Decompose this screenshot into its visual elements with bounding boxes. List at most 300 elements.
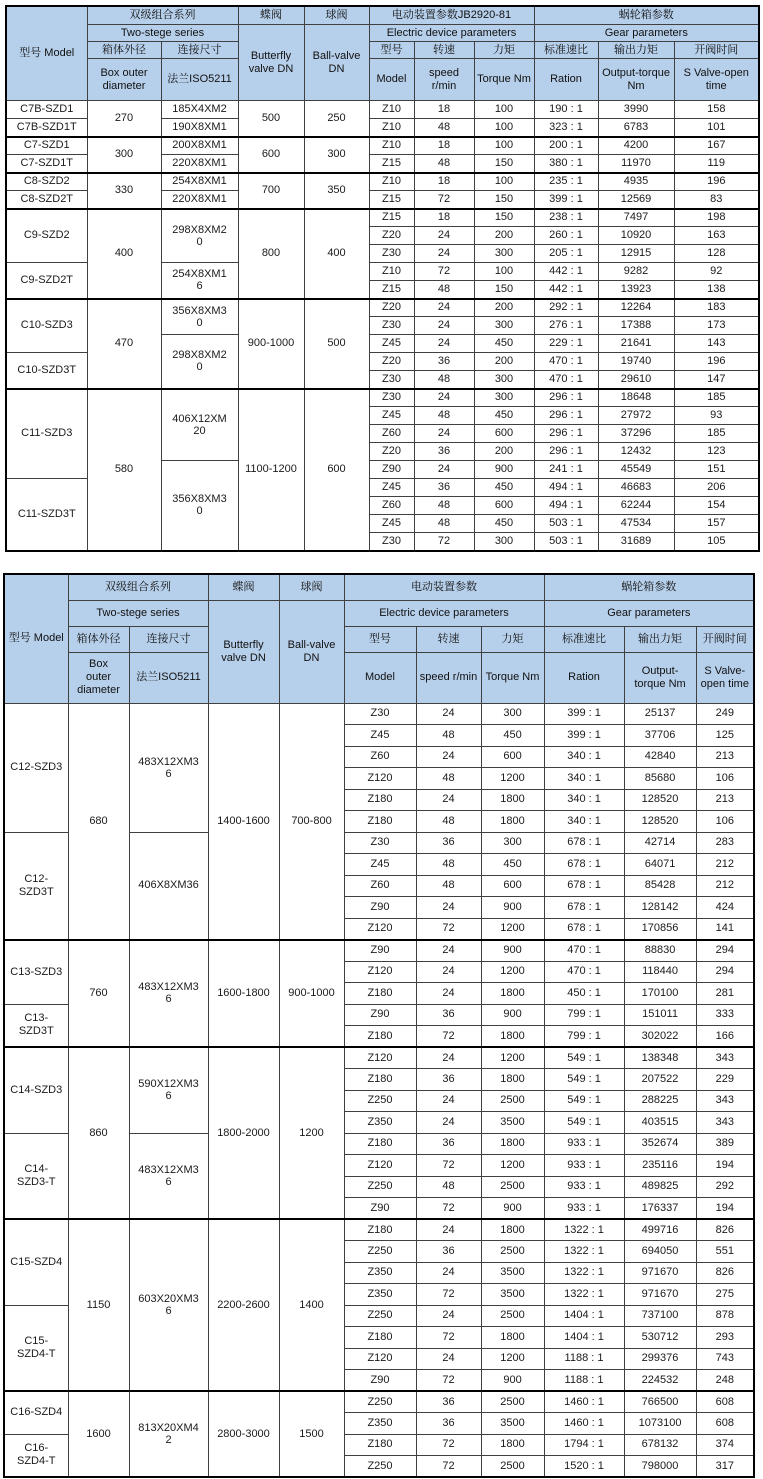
speed-cell: 36 [416,832,481,854]
header-speed-cn: 转速 [414,42,474,59]
motor-model-cell: Z60 [344,875,416,897]
open-time-cell: 157 [674,515,759,533]
output-torque-cell: 21641 [598,335,674,353]
open-time-cell: 185 [674,389,759,407]
output-torque-cell: 13923 [598,281,674,299]
ball-dn-cell: 1400 [279,1219,344,1391]
box-diameter-cell: 580 [87,389,161,551]
output-torque-cell: 7497 [598,209,674,227]
output-torque-cell: 224532 [624,1370,696,1392]
open-time-cell: 343 [696,1047,754,1069]
motor-model-cell: Z120 [344,768,416,790]
open-time-cell: 123 [674,443,759,461]
speed-cell: 72 [414,533,474,551]
speed-cell: 24 [416,1348,481,1370]
speed-cell: 48 [416,1176,481,1198]
ball-dn-cell: 1500 [279,1391,344,1477]
output-torque-cell: 37706 [624,725,696,747]
output-torque-cell: 9282 [598,263,674,281]
header-electric-en: Electric device parameters [344,600,544,626]
motor-model-cell: Z30 [369,245,414,263]
ratio-cell: 1322 : 1 [544,1219,624,1241]
motor-model-cell: Z180 [344,1133,416,1155]
flange-cell: 220X8XM1 [161,191,238,209]
motor-model-cell: Z120 [344,918,416,940]
speed-cell: 24 [414,461,474,479]
header-output-en: Output-torque Nm [598,59,674,101]
torque-cell: 2500 [481,1305,544,1327]
ratio-cell: 296 : 1 [534,425,598,443]
motor-model-cell: Z30 [344,703,416,725]
speed-cell: 48 [416,811,481,833]
open-time-cell: 106 [696,768,754,790]
open-time-cell: 292 [696,1176,754,1198]
motor-model-cell: Z120 [344,961,416,983]
torque-cell: 1200 [481,1047,544,1069]
output-torque-cell: 12264 [598,299,674,317]
output-torque-cell: 235116 [624,1155,696,1177]
motor-model-cell: Z45 [369,479,414,497]
output-torque-cell: 4935 [598,173,674,191]
speed-cell: 48 [414,155,474,173]
torque-cell: 600 [474,425,534,443]
box-diameter-cell: 860 [68,1047,129,1219]
torque-cell: 2500 [481,1456,544,1478]
speed-cell: 36 [416,1004,481,1026]
motor-model-cell: Z20 [369,443,414,461]
motor-model-cell: Z20 [369,299,414,317]
output-torque-cell: 352674 [624,1133,696,1155]
butterfly-dn-cell: 2200-2600 [208,1219,279,1391]
speed-cell: 48 [414,515,474,533]
open-time-cell: 163 [674,227,759,245]
motor-model-cell: Z90 [344,1370,416,1392]
speed-cell: 18 [414,209,474,227]
output-torque-cell: 88830 [624,940,696,962]
speed-cell: 24 [416,746,481,768]
speed-cell: 72 [416,1327,481,1349]
box-diameter-cell: 1600 [68,1391,129,1477]
torque-cell: 300 [481,832,544,854]
ratio-cell: 241 : 1 [534,461,598,479]
speed-cell: 48 [414,497,474,515]
open-time-cell: 183 [674,299,759,317]
open-time-cell: 213 [696,746,754,768]
open-time-cell: 141 [696,918,754,940]
motor-model-cell: Z180 [344,983,416,1005]
header-zmodel-cn: 型号 [344,626,416,652]
ball-dn-cell: 900-1000 [279,940,344,1048]
spec-table-lower [3,573,755,1479]
speed-cell: 24 [416,703,481,725]
butterfly-dn-cell: 1400-1600 [208,703,279,940]
ratio-cell: 1404 : 1 [544,1305,624,1327]
ratio-cell: 399 : 1 [544,725,624,747]
output-torque-cell: 46683 [598,479,674,497]
torque-cell: 900 [481,1370,544,1392]
ratio-cell: 494 : 1 [534,479,598,497]
motor-model-cell: Z15 [369,191,414,209]
motor-model-cell: Z120 [344,1047,416,1069]
open-time-cell: 83 [674,191,759,209]
torque-cell: 300 [474,533,534,551]
open-time-cell: 249 [696,703,754,725]
ratio-cell: 380 : 1 [534,155,598,173]
output-torque-cell: 85680 [624,768,696,790]
speed-cell: 24 [414,389,474,407]
model-cell: C15-SZD4 [4,1219,68,1305]
speed-cell: 72 [416,1198,481,1220]
ratio-cell: 1188 : 1 [544,1348,624,1370]
box-diameter-cell: 470 [87,299,161,389]
motor-model-cell: Z30 [369,371,414,389]
torque-cell: 1800 [481,1069,544,1091]
table-row [4,703,754,725]
output-torque-cell: 118440 [624,961,696,983]
output-torque-cell: 37296 [598,425,674,443]
output-torque-cell: 151011 [624,1004,696,1026]
ratio-cell: 340 : 1 [544,768,624,790]
open-time-cell: 101 [674,119,759,137]
torque-cell: 900 [474,461,534,479]
ratio-cell: 190 : 1 [534,101,598,119]
flange-cell: 813X20XM42 [129,1391,208,1477]
output-torque-cell: 12432 [598,443,674,461]
ratio-cell: 399 : 1 [534,191,598,209]
torque-cell: 450 [474,515,534,533]
ratio-cell: 1520 : 1 [544,1456,624,1478]
ratio-cell: 1322 : 1 [544,1262,624,1284]
motor-model-cell: Z30 [369,317,414,335]
butterfly-dn-cell: 1600-1800 [208,940,279,1048]
flange-cell: 220X8XM1 [161,155,238,173]
flange-cell: 356X8XM30 [161,461,238,551]
header-output-cn: 输出力矩 [598,42,674,59]
open-time-cell: 93 [674,407,759,425]
output-torque-cell: 694050 [624,1241,696,1263]
torque-cell: 3500 [481,1284,544,1306]
motor-model-cell: Z180 [344,1069,416,1091]
model-cell: C13-SZD3 [4,940,68,1005]
output-torque-cell: 62244 [598,497,674,515]
flange-cell: 254X8XM16 [161,263,238,299]
torque-cell: 300 [474,317,534,335]
flange-cell: 298X8XM20 [161,335,238,389]
speed-cell: 72 [416,1026,481,1048]
torque-cell: 300 [474,245,534,263]
speed-cell: 48 [414,371,474,389]
speed-cell: 36 [414,443,474,461]
torque-cell: 200 [474,227,534,245]
output-torque-cell: 45549 [598,461,674,479]
open-time-cell: 343 [696,1112,754,1134]
table-row [6,209,759,227]
header-butterfly-en: Butterfly valve DN [238,25,304,101]
motor-model-cell: Z250 [344,1305,416,1327]
torque-cell: 2500 [481,1391,544,1413]
torque-cell: 3500 [481,1262,544,1284]
header-ball-en: Ball-valve DN [304,25,369,101]
ratio-cell: 442 : 1 [534,281,598,299]
torque-cell: 100 [474,173,534,191]
ratio-cell: 494 : 1 [534,497,598,515]
ratio-cell: 549 : 1 [544,1047,624,1069]
ratio-cell: 470 : 1 [544,940,624,962]
header-torque-en: Torque Nm [481,652,544,703]
ratio-cell: 678 : 1 [544,897,624,919]
open-time-cell: 125 [696,725,754,747]
flange-cell: 406X12XM20 [161,389,238,461]
output-torque-cell: 1073100 [624,1413,696,1435]
motor-model-cell: Z90 [344,940,416,962]
butterfly-dn-cell: 2800-3000 [208,1391,279,1477]
speed-cell: 72 [416,1434,481,1456]
ratio-cell: 229 : 1 [534,335,598,353]
ratio-cell: 1460 : 1 [544,1391,624,1413]
torque-cell: 900 [481,897,544,919]
torque-cell: 450 [481,725,544,747]
motor-model-cell: Z250 [344,1241,416,1263]
butterfly-dn-cell: 1800-2000 [208,1047,279,1219]
speed-cell: 18 [414,137,474,155]
butterfly-dn-cell: 900-1000 [238,299,304,389]
motor-model-cell: Z10 [369,263,414,281]
output-torque-cell: 42840 [624,746,696,768]
output-torque-cell: 64071 [624,854,696,876]
header-output-en: Output-torque Nm [624,652,696,703]
speed-cell: 48 [416,725,481,747]
open-time-cell: 158 [674,101,759,119]
speed-cell: 24 [416,961,481,983]
model-cell: C14-SZD3 [4,1047,68,1133]
header-time-cn: 开阀时间 [696,626,754,652]
speed-cell: 36 [416,1133,481,1155]
speed-cell: 48 [416,854,481,876]
open-time-cell: 106 [696,811,754,833]
motor-model-cell: Z45 [369,335,414,353]
header-conn-en: 法兰ISO5211 [129,652,208,703]
torque-cell: 200 [474,299,534,317]
model-cell: C14-SZD3-T [4,1133,68,1219]
torque-cell: 900 [481,940,544,962]
motor-model-cell: Z30 [369,389,414,407]
open-time-cell: 374 [696,1434,754,1456]
model-cell: C7-SZD1 [6,137,87,155]
speed-cell: 48 [416,875,481,897]
header-ratio-en: Ration [534,59,598,101]
header-electric-en: Electric device parameters [369,25,534,42]
motor-model-cell: Z45 [369,515,414,533]
torque-cell: 1800 [481,1434,544,1456]
open-time-cell: 143 [674,335,759,353]
output-torque-cell: 678132 [624,1434,696,1456]
flange-cell: 356X8XM30 [161,299,238,335]
motor-model-cell: Z120 [344,1348,416,1370]
header-box-en: Box outer diameter [68,652,129,703]
output-torque-cell: 170856 [624,918,696,940]
ratio-cell: 678 : 1 [544,854,624,876]
speed-cell: 24 [414,335,474,353]
ratio-cell: 549 : 1 [544,1112,624,1134]
torque-cell: 2500 [481,1241,544,1263]
speed-cell: 72 [416,1284,481,1306]
motor-model-cell: Z15 [369,209,414,227]
speed-cell: 24 [416,897,481,919]
output-torque-cell: 25137 [624,703,696,725]
output-torque-cell: 6783 [598,119,674,137]
open-time-cell: 198 [674,209,759,227]
speed-cell: 24 [416,789,481,811]
model-cell: C10-SZD3 [6,299,87,353]
speed-cell: 36 [416,1241,481,1263]
speed-cell: 24 [414,425,474,443]
box-diameter-cell: 1150 [68,1219,129,1391]
table-row [6,389,759,407]
motor-model-cell: Z30 [344,832,416,854]
flange-cell: 483X12XM36 [129,703,208,832]
ratio-cell: 340 : 1 [544,789,624,811]
motor-model-cell: Z60 [369,497,414,515]
torque-cell: 1200 [481,768,544,790]
ratio-cell: 296 : 1 [534,443,598,461]
open-time-cell: 294 [696,961,754,983]
open-time-cell: 128 [674,245,759,263]
torque-cell: 300 [481,703,544,725]
speed-cell: 18 [414,101,474,119]
open-time-cell: 194 [696,1155,754,1177]
torque-cell: 150 [474,209,534,227]
torque-cell: 600 [474,497,534,515]
motor-model-cell: Z20 [369,227,414,245]
torque-cell: 900 [481,1198,544,1220]
header-ball-en: Ball-valve DN [279,600,344,703]
open-time-cell: 343 [696,1090,754,1112]
ball-dn-cell: 250 [304,101,369,137]
ratio-cell: 399 : 1 [544,703,624,725]
open-time-cell: 743 [696,1348,754,1370]
butterfly-dn-cell: 500 [238,101,304,137]
torque-cell: 150 [474,281,534,299]
table-row [6,101,759,119]
open-time-cell: 138 [674,281,759,299]
torque-cell: 300 [474,389,534,407]
output-torque-cell: 4200 [598,137,674,155]
output-torque-cell: 10920 [598,227,674,245]
box-diameter-cell: 760 [68,940,129,1048]
model-cell: C11-SZD3T [6,479,87,551]
motor-model-cell: Z10 [369,173,414,191]
open-time-cell: 151 [674,461,759,479]
output-torque-cell: 128520 [624,811,696,833]
ratio-cell: 1322 : 1 [544,1241,624,1263]
speed-cell: 48 [414,281,474,299]
open-time-cell: 166 [696,1026,754,1048]
speed-cell: 24 [416,940,481,962]
ratio-cell: 470 : 1 [534,353,598,371]
motor-model-cell: Z180 [344,811,416,833]
model-cell: C15-SZD4-T [4,1305,68,1391]
torque-cell: 450 [481,854,544,876]
butterfly-dn-cell: 700 [238,173,304,209]
torque-cell: 300 [474,371,534,389]
motor-model-cell: Z120 [344,1155,416,1177]
speed-cell: 36 [414,479,474,497]
open-time-cell: 154 [674,497,759,515]
open-time-cell: 281 [696,983,754,1005]
header-gear-en: Gear parameters [544,600,754,626]
output-torque-cell: 12569 [598,191,674,209]
torque-cell: 200 [474,443,534,461]
output-torque-cell: 3990 [598,101,674,119]
header-ball-cn: 球阀 [304,6,369,25]
model-cell: C9-SZD2T [6,263,87,299]
flange-cell: 298X8XM20 [161,209,238,263]
ratio-cell: 1794 : 1 [544,1434,624,1456]
open-time-cell: 283 [696,832,754,854]
open-time-cell: 212 [696,875,754,897]
open-time-cell: 248 [696,1370,754,1392]
motor-model-cell: Z20 [369,353,414,371]
header-time-en: S Valve-open time [674,59,759,101]
torque-cell: 1200 [481,961,544,983]
output-torque-cell: 29610 [598,371,674,389]
header-box-en: Box outer diameter [87,59,161,101]
ratio-cell: 296 : 1 [534,389,598,407]
output-torque-cell: 737100 [624,1305,696,1327]
output-torque-cell: 207522 [624,1069,696,1091]
ratio-cell: 678 : 1 [544,875,624,897]
motor-model-cell: Z45 [344,725,416,747]
speed-cell: 48 [414,119,474,137]
motor-model-cell: Z10 [369,101,414,119]
speed-cell: 36 [416,1391,481,1413]
speed-cell: 72 [414,263,474,281]
model-cell: C12-SZD3T [4,832,68,940]
flange-cell: 200X8XM1 [161,137,238,155]
speed-cell: 24 [416,1090,481,1112]
speed-cell: 24 [414,245,474,263]
output-torque-cell: 18648 [598,389,674,407]
ratio-cell: 933 : 1 [544,1133,624,1155]
output-torque-cell: 176337 [624,1198,696,1220]
speed-cell: 36 [416,1413,481,1435]
torque-cell: 100 [474,101,534,119]
model-cell: C13-SZD3T [4,1004,68,1047]
ball-dn-cell: 1200 [279,1047,344,1219]
motor-model-cell: Z15 [369,281,414,299]
ratio-cell: 1188 : 1 [544,1370,624,1392]
open-time-cell: 424 [696,897,754,919]
motor-model-cell: Z250 [344,1456,416,1478]
ratio-cell: 470 : 1 [534,371,598,389]
ratio-cell: 292 : 1 [534,299,598,317]
output-torque-cell: 11970 [598,155,674,173]
torque-cell: 450 [474,407,534,425]
open-time-cell: 92 [674,263,759,281]
open-time-cell: 551 [696,1241,754,1263]
motor-model-cell: Z90 [344,1198,416,1220]
model-cell: C12-SZD3 [4,703,68,832]
ratio-cell: 799 : 1 [544,1004,624,1026]
torque-cell: 200 [474,353,534,371]
header-box-cn: 箱体外径 [68,626,129,652]
open-time-cell: 212 [696,854,754,876]
torque-cell: 2500 [481,1176,544,1198]
header-speed-en: speed r/min [414,59,474,101]
ratio-cell: 235 : 1 [534,173,598,191]
flange-cell: 254X8XM1 [161,173,238,191]
flange-cell: 483X12XM36 [129,1133,208,1219]
